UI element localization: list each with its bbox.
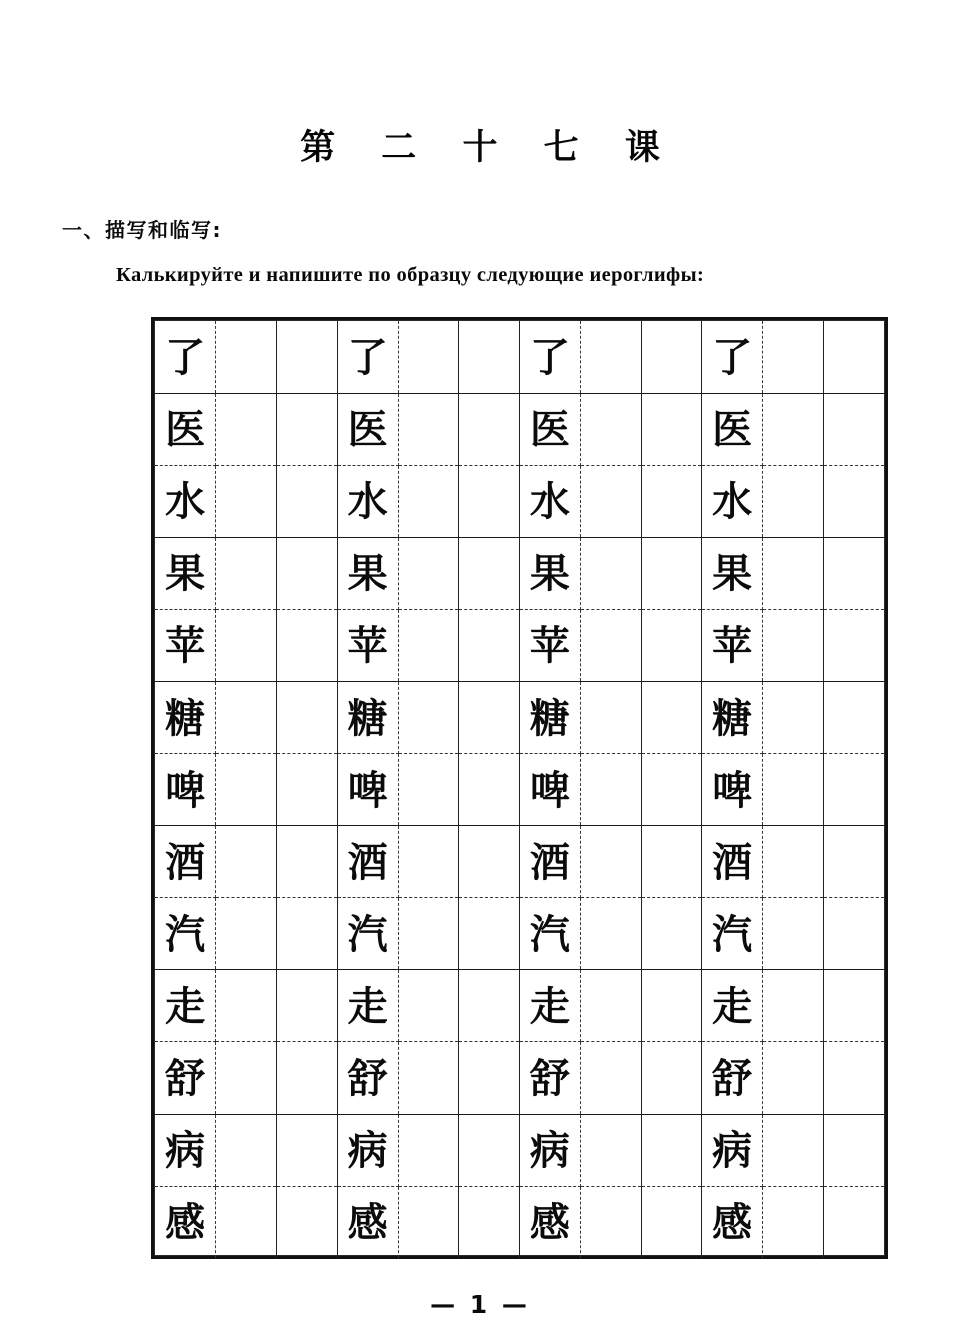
model-character: 果: [347, 551, 388, 598]
model-character: 走: [712, 983, 753, 1030]
practice-blank-cell[interactable]: [823, 465, 884, 537]
model-character: 舒: [712, 1055, 753, 1102]
practice-grid-row: [155, 321, 884, 393]
model-character-cell: [155, 393, 216, 465]
practice-blank-cell[interactable]: [277, 681, 338, 753]
exercise-instruction: Калькируйте и напишите по образцу следующие иероглифы:: [116, 264, 705, 286]
practice-blank-cell[interactable]: [763, 321, 824, 393]
practice-blank-cell[interactable]: [580, 898, 641, 970]
model-character-cell: [337, 1114, 398, 1186]
model-character: 啤: [347, 767, 388, 814]
practice-blank-cell[interactable]: [277, 393, 338, 465]
practice-blank-cell[interactable]: [459, 537, 520, 609]
practice-blank-cell[interactable]: [580, 681, 641, 753]
model-character-cell: [337, 1042, 398, 1114]
model-character-cell: [702, 465, 763, 537]
model-character: 病: [529, 1128, 570, 1175]
practice-blank-cell[interactable]: [641, 681, 702, 753]
practice-blank-cell[interactable]: [459, 1042, 520, 1114]
practice-blank-cell[interactable]: [216, 1186, 277, 1258]
model-character: 啤: [165, 767, 206, 814]
practice-blank-cell[interactable]: [216, 754, 277, 826]
model-character: 糖: [712, 695, 753, 742]
practice-blank-cell[interactable]: [216, 681, 277, 753]
practice-blank-cell[interactable]: [398, 393, 459, 465]
model-character-cell: [155, 1114, 216, 1186]
practice-blank-cell[interactable]: [459, 1186, 520, 1258]
model-character: 果: [712, 551, 753, 598]
practice-blank-cell[interactable]: [216, 898, 277, 970]
model-character-cell: [520, 754, 581, 826]
practice-blank-cell[interactable]: [216, 1114, 277, 1186]
practice-blank-cell[interactable]: [398, 681, 459, 753]
practice-blank-cell[interactable]: [277, 898, 338, 970]
practice-grid-row: [155, 465, 884, 537]
practice-blank-cell[interactable]: [763, 898, 824, 970]
model-character-cell: [155, 681, 216, 753]
model-character-cell: [337, 537, 398, 609]
practice-blank-cell[interactable]: [641, 537, 702, 609]
model-character: 果: [165, 551, 206, 598]
model-character-cell: [337, 898, 398, 970]
model-character-cell: [337, 321, 398, 393]
model-character-cell: [702, 321, 763, 393]
practice-blank-cell[interactable]: [398, 1114, 459, 1186]
model-character: 舒: [529, 1055, 570, 1102]
practice-blank-cell[interactable]: [763, 1186, 824, 1258]
model-character-cell: [520, 465, 581, 537]
model-character: 走: [347, 983, 388, 1030]
practice-blank-cell[interactable]: [641, 1114, 702, 1186]
model-character-cell: [520, 1114, 581, 1186]
practice-grid-row: [155, 970, 884, 1042]
model-character-cell: [702, 1114, 763, 1186]
practice-blank-cell[interactable]: [216, 393, 277, 465]
model-character: 感: [165, 1200, 206, 1247]
practice-blank-cell[interactable]: [641, 1042, 702, 1114]
model-character: 医: [712, 407, 753, 454]
model-character: 感: [712, 1200, 753, 1247]
practice-grid-row: [155, 393, 884, 465]
model-character: 走: [165, 983, 206, 1030]
practice-blank-cell[interactable]: [641, 1186, 702, 1258]
practice-blank-cell[interactable]: [398, 321, 459, 393]
practice-blank-cell[interactable]: [277, 1186, 338, 1258]
practice-blank-cell[interactable]: [580, 754, 641, 826]
model-character-cell: [702, 970, 763, 1042]
practice-blank-cell[interactable]: [277, 826, 338, 898]
model-character: 苹: [165, 623, 206, 670]
practice-blank-cell[interactable]: [398, 970, 459, 1042]
model-character-cell: [155, 970, 216, 1042]
model-character-cell: [520, 537, 581, 609]
page-number: — 1 —: [430, 1290, 530, 1319]
practice-blank-cell[interactable]: [823, 754, 884, 826]
practice-blank-cell[interactable]: [641, 970, 702, 1042]
model-character: 水: [347, 479, 388, 526]
practice-blank-cell[interactable]: [277, 754, 338, 826]
practice-blank-cell[interactable]: [459, 609, 520, 681]
practice-blank-cell[interactable]: [823, 826, 884, 898]
model-character-cell: [702, 898, 763, 970]
practice-blank-cell[interactable]: [823, 321, 884, 393]
practice-blank-cell[interactable]: [823, 1114, 884, 1186]
practice-blank-cell[interactable]: [763, 826, 824, 898]
model-character-cell: [702, 609, 763, 681]
practice-blank-cell[interactable]: [823, 1186, 884, 1258]
practice-blank-cell[interactable]: [216, 826, 277, 898]
practice-blank-cell[interactable]: [823, 681, 884, 753]
model-character: 医: [165, 407, 206, 454]
practice-blank-cell[interactable]: [398, 898, 459, 970]
model-character: 酒: [347, 839, 388, 886]
practice-grid-row: [155, 754, 884, 826]
lesson-title: 第 二 十 七 课: [300, 128, 677, 168]
model-character: 糖: [529, 695, 570, 742]
practice-blank-cell[interactable]: [580, 393, 641, 465]
practice-blank-cell[interactable]: [580, 537, 641, 609]
model-character: 汽: [529, 911, 570, 958]
model-character-cell: [702, 537, 763, 609]
practice-blank-cell[interactable]: [459, 898, 520, 970]
practice-blank-cell[interactable]: [580, 826, 641, 898]
practice-grid-row: [155, 826, 884, 898]
model-character: 病: [165, 1128, 206, 1175]
model-character: 啤: [712, 767, 753, 814]
practice-blank-cell[interactable]: [641, 754, 702, 826]
practice-blank-cell[interactable]: [580, 970, 641, 1042]
practice-blank-cell[interactable]: [823, 393, 884, 465]
model-character: 汽: [165, 911, 206, 958]
model-character: 舒: [347, 1055, 388, 1102]
practice-blank-cell[interactable]: [641, 826, 702, 898]
model-character-cell: [337, 970, 398, 1042]
model-character-cell: [155, 609, 216, 681]
practice-grid-table: [155, 321, 884, 1258]
model-character-cell: [337, 393, 398, 465]
model-character-cell: [155, 537, 216, 609]
practice-blank-cell[interactable]: [763, 609, 824, 681]
model-character: 汽: [347, 911, 388, 958]
model-character-cell: [337, 754, 398, 826]
model-character: 水: [712, 479, 753, 526]
model-character-cell: [520, 393, 581, 465]
model-character-cell: [155, 465, 216, 537]
model-character-cell: [520, 1186, 581, 1258]
model-character: 舒: [165, 1055, 206, 1102]
model-character: 感: [529, 1200, 570, 1247]
practice-blank-cell[interactable]: [580, 1114, 641, 1186]
model-character-cell: [520, 321, 581, 393]
practice-blank-cell[interactable]: [459, 754, 520, 826]
practice-blank-cell[interactable]: [459, 681, 520, 753]
practice-blank-cell[interactable]: [580, 1186, 641, 1258]
practice-blank-cell[interactable]: [763, 1114, 824, 1186]
practice-blank-cell[interactable]: [763, 465, 824, 537]
model-character: 了: [165, 334, 206, 381]
practice-blank-cell[interactable]: [459, 1114, 520, 1186]
model-character-cell: [337, 826, 398, 898]
model-character: 苹: [529, 623, 570, 670]
model-character-cell: [520, 681, 581, 753]
practice-blank-cell[interactable]: [763, 1042, 824, 1114]
practice-blank-cell[interactable]: [459, 321, 520, 393]
model-character: 感: [347, 1200, 388, 1247]
practice-grid: [151, 317, 888, 1259]
practice-blank-cell[interactable]: [641, 465, 702, 537]
practice-grid-row: [155, 1114, 884, 1186]
practice-blank-cell[interactable]: [216, 537, 277, 609]
model-character-cell: [155, 1186, 216, 1258]
model-character-cell: [520, 898, 581, 970]
practice-grid-row: [155, 609, 884, 681]
practice-blank-cell[interactable]: [641, 393, 702, 465]
model-character: 医: [347, 407, 388, 454]
model-character-cell: [702, 754, 763, 826]
practice-blank-cell[interactable]: [277, 1042, 338, 1114]
practice-blank-cell[interactable]: [398, 1042, 459, 1114]
practice-grid-row: [155, 1186, 884, 1258]
model-character-cell: [520, 826, 581, 898]
practice-blank-cell[interactable]: [641, 898, 702, 970]
practice-grid-inner: [154, 320, 885, 1256]
practice-grid-row: [155, 681, 884, 753]
model-character: 酒: [165, 839, 206, 886]
practice-blank-cell[interactable]: [459, 465, 520, 537]
model-character: 糖: [165, 695, 206, 742]
model-character-cell: [702, 1042, 763, 1114]
model-character-cell: [702, 1186, 763, 1258]
practice-blank-cell[interactable]: [763, 754, 824, 826]
practice-blank-cell[interactable]: [277, 609, 338, 681]
model-character: 了: [529, 334, 570, 381]
practice-grid-row: [155, 537, 884, 609]
practice-blank-cell[interactable]: [763, 970, 824, 1042]
practice-blank-cell[interactable]: [641, 609, 702, 681]
model-character-cell: [337, 681, 398, 753]
model-character-cell: [702, 826, 763, 898]
practice-blank-cell[interactable]: [277, 970, 338, 1042]
model-character: 病: [712, 1128, 753, 1175]
model-character-cell: [520, 970, 581, 1042]
model-character-cell: [155, 321, 216, 393]
practice-blank-cell[interactable]: [641, 321, 702, 393]
practice-grid-row: [155, 1042, 884, 1114]
practice-blank-cell[interactable]: [277, 537, 338, 609]
practice-blank-cell[interactable]: [277, 1114, 338, 1186]
model-character: 水: [529, 479, 570, 526]
practice-blank-cell[interactable]: [823, 1042, 884, 1114]
practice-blank-cell[interactable]: [216, 970, 277, 1042]
practice-blank-cell[interactable]: [277, 465, 338, 537]
model-character: 病: [347, 1128, 388, 1175]
section-heading: 一、描写和临写:: [62, 218, 222, 242]
practice-blank-cell[interactable]: [580, 321, 641, 393]
practice-blank-cell[interactable]: [763, 681, 824, 753]
practice-blank-cell[interactable]: [823, 537, 884, 609]
model-character: 了: [712, 334, 753, 381]
model-character: 苹: [347, 623, 388, 670]
practice-blank-cell[interactable]: [398, 1186, 459, 1258]
model-character-cell: [702, 393, 763, 465]
practice-blank-cell[interactable]: [216, 465, 277, 537]
practice-blank-cell[interactable]: [823, 898, 884, 970]
practice-blank-cell[interactable]: [216, 1042, 277, 1114]
practice-blank-cell[interactable]: [216, 609, 277, 681]
model-character-cell: [520, 609, 581, 681]
model-character-cell: [337, 1186, 398, 1258]
practice-blank-cell[interactable]: [580, 1042, 641, 1114]
practice-blank-cell[interactable]: [459, 970, 520, 1042]
model-character-cell: [520, 1042, 581, 1114]
model-character: 走: [529, 983, 570, 1030]
practice-blank-cell[interactable]: [277, 321, 338, 393]
model-character: 医: [529, 407, 570, 454]
practice-grid-body: [155, 321, 884, 1258]
practice-blank-cell[interactable]: [398, 754, 459, 826]
practice-blank-cell[interactable]: [823, 970, 884, 1042]
practice-blank-cell[interactable]: [398, 465, 459, 537]
practice-blank-cell[interactable]: [459, 393, 520, 465]
practice-blank-cell[interactable]: [398, 609, 459, 681]
model-character: 果: [529, 551, 570, 598]
practice-blank-cell[interactable]: [398, 537, 459, 609]
practice-blank-cell[interactable]: [763, 393, 824, 465]
model-character-cell: [337, 465, 398, 537]
model-character-cell: [155, 1042, 216, 1114]
practice-blank-cell[interactable]: [459, 826, 520, 898]
model-character: 苹: [712, 623, 753, 670]
practice-blank-cell[interactable]: [823, 609, 884, 681]
model-character: 了: [347, 334, 388, 381]
model-character: 酒: [529, 839, 570, 886]
model-character: 汽: [712, 911, 753, 958]
model-character: 糖: [347, 695, 388, 742]
model-character-cell: [155, 826, 216, 898]
model-character-cell: [155, 898, 216, 970]
practice-blank-cell[interactable]: [580, 609, 641, 681]
practice-blank-cell[interactable]: [580, 465, 641, 537]
model-character: 酒: [712, 839, 753, 886]
practice-blank-cell[interactable]: [398, 826, 459, 898]
practice-grid-row: [155, 898, 884, 970]
model-character-cell: [155, 754, 216, 826]
practice-blank-cell[interactable]: [216, 321, 277, 393]
model-character: 水: [165, 479, 206, 526]
model-character-cell: [337, 609, 398, 681]
model-character: 啤: [529, 767, 570, 814]
practice-blank-cell[interactable]: [763, 537, 824, 609]
model-character-cell: [702, 681, 763, 753]
